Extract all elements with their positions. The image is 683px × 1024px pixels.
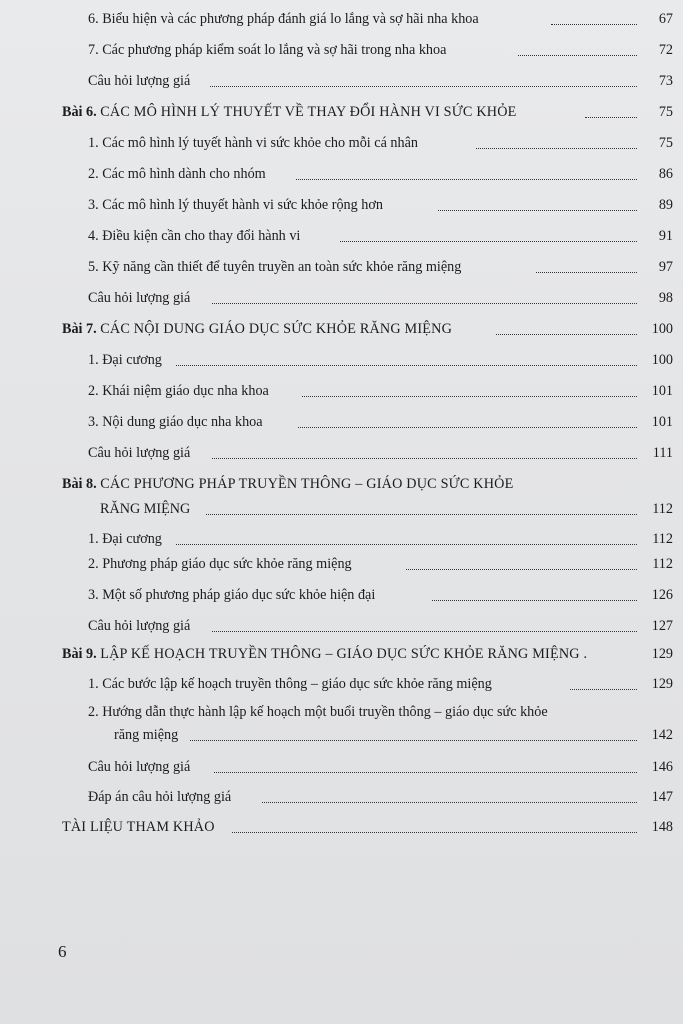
chapter-title: CÁC MÔ HÌNH LÝ THUYẾT VỀ THAY ĐỔI HÀNH VI SỨC KHỎE: [100, 104, 517, 120]
toc-entry-page: 101: [651, 414, 673, 430]
toc-leader: [214, 770, 637, 773]
toc-entry-page: 100: [651, 352, 673, 368]
toc-leader: [176, 542, 637, 545]
toc-chapter: [0, 816, 683, 838]
toc-entry: [0, 349, 683, 371]
toc-leader: [438, 208, 637, 211]
toc-entry-label: Câu hỏi lượng giá: [88, 445, 191, 461]
toc-entry-label: 3. Nội dung giáo dục nha khoa: [88, 414, 263, 430]
toc-entry-label: 2. Phương pháp giáo dục sức khỏe răng miệng: [88, 556, 352, 572]
toc-leader: [302, 394, 637, 397]
toc-leader: [496, 332, 637, 335]
toc-entry: [0, 615, 683, 637]
toc-entry-label: 2. Hướng dẫn thực hành lập kế hoạch một buổi truyền thông – giáo dục sức khỏe: [88, 704, 548, 720]
toc-leader: [296, 177, 637, 180]
toc-entry: [0, 194, 683, 216]
toc-leader: [232, 830, 637, 833]
toc-entry-label: Câu hỏi lượng giá: [88, 759, 191, 775]
chapter-prefix: Bài 8.: [62, 476, 97, 492]
toc-entry-page: 129: [651, 676, 673, 692]
toc-chapter: [0, 318, 683, 340]
toc-entry-label: 7. Các phương pháp kiểm soát lo lắng và sợ hãi trong nha khoa: [88, 42, 447, 58]
toc-chapter: [0, 473, 683, 495]
toc-entry-label: 6. Biểu hiện và các phương pháp đánh giá lo lắng và sợ hãi nha khoa: [88, 11, 479, 27]
toc-leader: [190, 738, 637, 741]
toc-entry-page: 148: [651, 819, 673, 835]
toc-entry-page: 111: [652, 445, 673, 461]
chapter-title: CÁC PHƯƠNG PHÁP TRUYỀN THÔNG – GIÁO DỤC SỨC KHỎE: [100, 476, 514, 492]
toc-leader: [585, 115, 637, 118]
toc-entry-label: 1. Đại cương: [88, 352, 162, 368]
toc-chapter: [0, 643, 683, 665]
toc-entry: [0, 701, 683, 723]
chapter-title: LẬP KẾ HOẠCH TRUYỀN THÔNG – GIÁO DỤC SỨC KHỎE RĂNG MIỆNG .: [100, 646, 588, 662]
toc-leader: [212, 629, 637, 632]
toc-entry-page: 112: [652, 531, 673, 547]
toc-entry: [0, 411, 683, 433]
toc-leader: [298, 425, 637, 428]
toc-entry: [0, 553, 683, 575]
toc-entry: [0, 39, 683, 61]
toc-entry-page: 147: [651, 789, 673, 805]
toc-leader: [536, 270, 637, 273]
toc-entry-label: 1. Các mô hình lý tuyết hành vi sức khỏe cho mỗi cá nhân: [88, 135, 418, 151]
toc-entry-page: 86: [658, 166, 673, 182]
toc-entry-label: Câu hỏi lượng giá: [88, 73, 191, 89]
toc-entry: [0, 163, 683, 185]
toc-entry-page: 98: [658, 290, 673, 306]
toc-leader: [212, 301, 637, 304]
toc-entry: [0, 132, 683, 154]
toc-entry-page: 112: [652, 501, 673, 517]
toc-entry-label-continued: răng miệng: [114, 727, 179, 743]
toc-entry-label: 4. Điều kiện cần cho thay đổi hành vi: [88, 228, 301, 244]
toc-entry-page: 91: [658, 228, 673, 244]
toc-entry-label: 3. Các mô hình lý thuyết hành vi sức khỏe rộng hơn: [88, 197, 383, 213]
toc-leader: [551, 22, 637, 25]
toc-entry-page: 97: [658, 259, 673, 275]
chapter-title: CÁC NỘI DUNG GIÁO DỤC SỨC KHỎE RĂNG MIỆNG: [100, 321, 453, 337]
toc-leader: [340, 239, 637, 242]
toc-leader: [206, 512, 637, 515]
toc-entry-label: 1. Đại cương: [88, 531, 162, 547]
toc-entry-page: 127: [651, 618, 673, 634]
toc-leader: [176, 363, 637, 366]
toc-entry-label: 1. Các bước lập kế hoạch truyền thông – giáo dục sức khỏe răng miệng: [88, 676, 492, 692]
toc-entry-page: 101: [651, 383, 673, 399]
toc-leader: [212, 456, 637, 459]
toc-entry-page: 75: [658, 104, 673, 120]
toc-entry-page: 73: [658, 73, 673, 89]
toc-entry-page: 67: [658, 11, 673, 27]
toc-entry-page: 146: [651, 759, 673, 775]
toc-entry: [0, 8, 683, 30]
toc-leader: [210, 84, 637, 87]
toc-entry: [0, 584, 683, 606]
toc-entry: [0, 786, 683, 808]
toc-leader: [476, 146, 637, 149]
toc-entry-label: Đáp án câu hỏi lượng giá: [88, 789, 232, 805]
toc-entry-page: 75: [658, 135, 673, 151]
toc-entry: [0, 256, 683, 278]
toc-entry-page: 142: [651, 727, 673, 743]
toc-chapter: [0, 101, 683, 123]
toc-entry: [0, 380, 683, 402]
toc-entry: [0, 442, 683, 464]
toc-entry-page: 112: [652, 556, 673, 572]
toc-entry-page: 129: [651, 646, 673, 662]
toc-entry-label: 3. Một số phương pháp giáo dục sức khỏe hiện đại: [88, 587, 376, 603]
toc-entry: [0, 528, 683, 550]
toc-entry-label: 2. Các mô hình dành cho nhóm: [88, 166, 266, 182]
toc-entry: [0, 70, 683, 92]
toc-entry-page: 126: [651, 587, 673, 603]
chapter-prefix: Bài 7.: [62, 321, 97, 337]
toc-chapter-continuation: [0, 498, 683, 520]
toc-entry: [0, 756, 683, 778]
toc-entry-page: 89: [658, 197, 673, 213]
toc-leader: [406, 567, 637, 570]
toc-entry: [0, 673, 683, 695]
toc-leader: [518, 53, 637, 56]
chapter-title-continued: RĂNG MIỆNG: [100, 501, 191, 517]
toc-entry-continuation: [0, 724, 683, 746]
toc-entry: [0, 225, 683, 247]
toc-entry-label: 5. Kỹ năng cần thiết để tuyên truyền an toàn sức khỏe răng miệng: [88, 259, 462, 275]
toc-leader: [570, 687, 637, 690]
toc-leader: [262, 800, 637, 803]
chapter-prefix: Bài 9.: [62, 646, 97, 662]
toc-leader: [432, 598, 637, 601]
toc-entry: [0, 287, 683, 309]
toc-entry-label: Câu hỏi lượng giá: [88, 290, 191, 306]
toc-entry-label: Câu hỏi lượng giá: [88, 618, 191, 634]
chapter-title: TÀI LIỆU THAM KHẢO: [62, 819, 215, 835]
toc-entry-page: 72: [658, 42, 673, 58]
page-number: 6: [58, 942, 67, 961]
toc-entry-label: 2. Khái niệm giáo dục nha khoa: [88, 383, 269, 399]
chapter-prefix: Bài 6.: [62, 104, 97, 120]
toc-entry-page: 100: [651, 321, 673, 337]
